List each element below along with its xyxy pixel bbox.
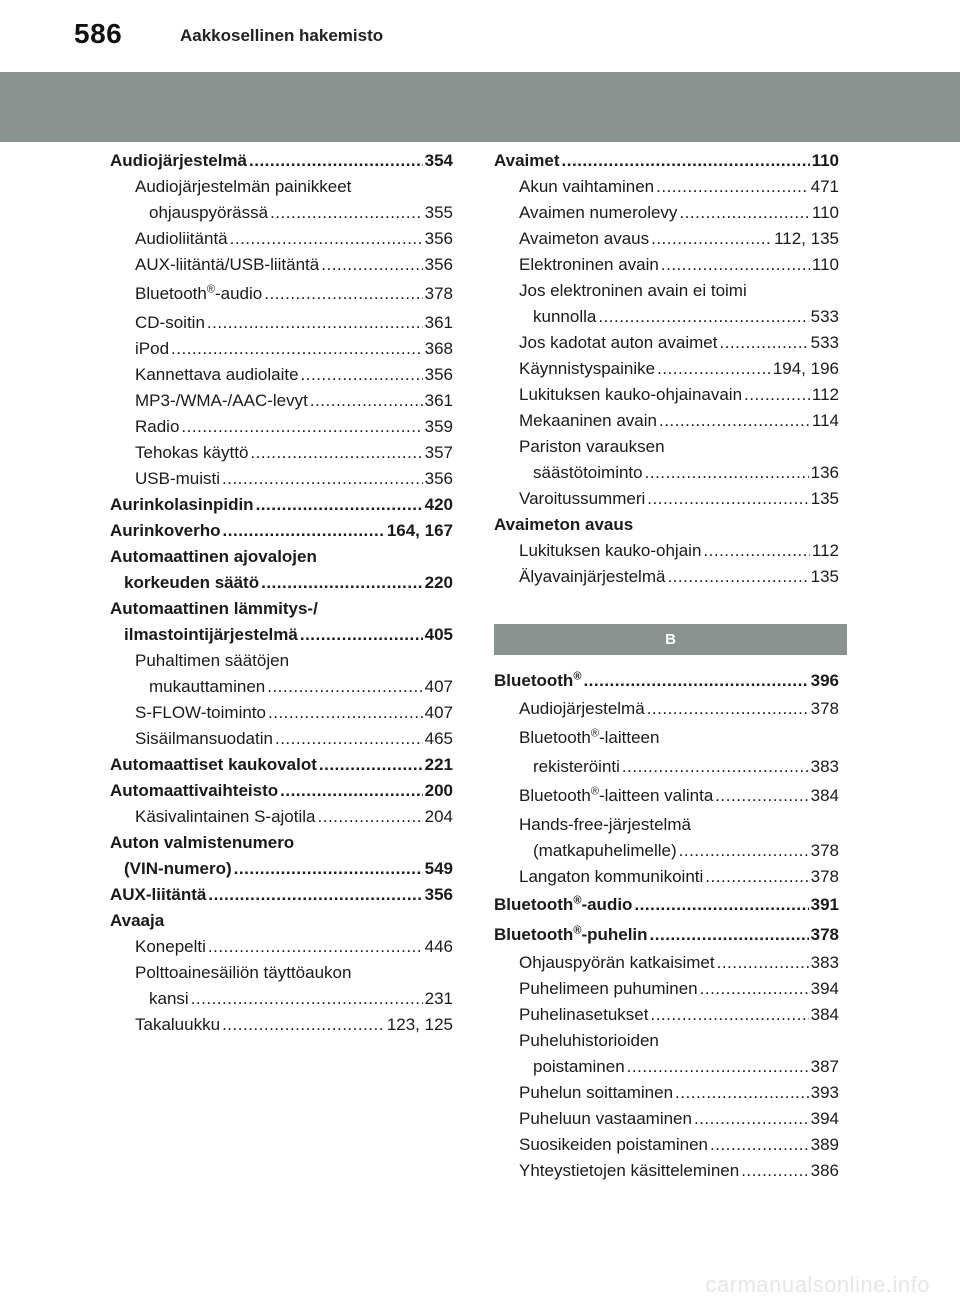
- index-entry: MP3-/WMA-/AAC-levyt ..... 361: [110, 388, 453, 414]
- index-column-right: [494, 148, 839, 590]
- index-entry: Puheluun vastaaminen ..... 394: [494, 1106, 839, 1132]
- index-entry: iPod ..... 368: [110, 336, 453, 362]
- index-entry: Automaattivaihteisto ..... 200: [110, 778, 453, 804]
- index-entry: Radio ..... 359: [110, 414, 453, 440]
- index-entry: kansi ..... 231: [110, 986, 453, 1012]
- index-entry: Kannettava audiolaite ..... 356: [110, 362, 453, 388]
- index-entry-line: Jos elektroninen avain ei toimi: [519, 281, 747, 300]
- index-entry: Jos kadotat auton avaimet ..... 533: [494, 330, 839, 356]
- index-entry: S-FLOW-toiminto ..... 407: [110, 700, 453, 726]
- index-entry: Audiojärjestelmä ..... 354: [110, 148, 453, 174]
- index-entry: Aurinkoverho ..... 164, 167: [110, 518, 453, 544]
- section-header-b: B: [494, 624, 847, 655]
- header-band: [0, 72, 960, 142]
- index-entry: Bluetooth® ..... 396: [494, 666, 839, 696]
- index-entry: Lukituksen kauko-ohjainavain ..... 112: [494, 382, 839, 408]
- index-entry: AUX-liitäntä/USB-liitäntä ..... 356: [110, 252, 453, 278]
- index-entry: (matkapuhelimelle) ..... 378: [494, 838, 839, 864]
- index-entry: Puhelun soittaminen ..... 393: [494, 1080, 839, 1106]
- index-entry: Varoitussummeri ..... 135: [494, 486, 839, 512]
- index-entry: Lukituksen kauko-ohjain ..... 112: [494, 538, 839, 564]
- index-entry: Automaattiset kaukovalot ..... 221: [110, 752, 453, 778]
- index-entry: Akun vaihtaminen ..... 471: [494, 174, 839, 200]
- index-entry: mukauttaminen ..... 407: [110, 674, 453, 700]
- index-entry: ilmastointijärjestelmä ..... 405: [110, 622, 453, 648]
- index-entry: Audiojärjestelmä ..... 378: [494, 696, 839, 722]
- index-entry: rekisteröinti ..... 383: [494, 754, 839, 780]
- index-entry: (VIN-numero) ..... 549: [110, 856, 453, 882]
- index-entry: Ohjauspyörän katkaisimet ..... 383: [494, 950, 839, 976]
- index-entry: poistaminen ..... 387: [494, 1054, 839, 1080]
- index-entry: Avaimen numerolevy ..... 110: [494, 200, 839, 226]
- index-entry: CD-soitin ..... 361: [110, 310, 453, 336]
- index-entry-line: Puhaltimen säätöjen: [135, 651, 290, 670]
- index-column-left: [110, 148, 453, 1038]
- index-entry-line: Bluetooth®-laitteen: [519, 727, 660, 747]
- index-entry: AUX-liitäntä ..... 356: [110, 882, 453, 908]
- index-entry: Elektroninen avain ..... 110: [494, 252, 839, 278]
- index-entry: korkeuden säätö ..... 220: [110, 570, 453, 596]
- index-entry: Käynnistyspainike ..... 194, 196: [494, 356, 839, 382]
- index-entry: Bluetooth®-audio ..... 391: [494, 890, 839, 920]
- index-entry-line: Hands-free-järjestelmä: [519, 815, 691, 834]
- index-entry: Bluetooth®-audio ..... 378: [110, 278, 453, 310]
- index-entry-line: Pariston varauksen: [519, 437, 665, 456]
- page-number: 586: [74, 18, 123, 49]
- index-entry: Bluetooth®-laitteen valinta ..... 384: [494, 780, 839, 812]
- index-entry-line: Puheluhistorioiden: [519, 1031, 659, 1050]
- index-entry: Puhelinasetukset ..... 384: [494, 1002, 839, 1028]
- index-entry: Aurinkolasinpidin ..... 420: [110, 492, 453, 518]
- index-entry: Mekaaninen avain ..... 114: [494, 408, 839, 434]
- index-entry: säästötoiminto ..... 136: [494, 460, 839, 486]
- page-title: Aakkosellinen hakemisto: [180, 26, 384, 45]
- index-entry: Puhelimeen puhuminen ..... 394: [494, 976, 839, 1002]
- index-entry-line: Auton valmistenumero: [110, 833, 295, 852]
- watermark: carmanualsonline.info: [705, 1272, 930, 1297]
- index-entry-line: Avaimeton avaus: [494, 515, 634, 534]
- index-entry: Älyavainjärjestelmä ..... 135: [494, 564, 839, 590]
- index-entry-line: Automaattinen lämmitys-/: [110, 599, 318, 618]
- index-entry: Takaluukku ..... 123, 125: [110, 1012, 453, 1038]
- index-entry: Avaimet ..... 110: [494, 148, 839, 174]
- index-entry: Konepelti ..... 446: [110, 934, 453, 960]
- index-entry: Langaton kommunikointi ..... 378: [494, 864, 839, 890]
- index-entry: Sisäilmansuodatin ..... 465: [110, 726, 453, 752]
- index-entry-line: Automaattinen ajovalojen: [110, 547, 317, 566]
- index-entry: Avaimeton avaus ..... 112, 135: [494, 226, 839, 252]
- index-entry: USB-muisti ..... 356: [110, 466, 453, 492]
- index-entry: kunnolla ..... 533: [494, 304, 839, 330]
- index-entry: Suosikeiden poistaminen ..... 389: [494, 1132, 839, 1158]
- index-entry: Yhteystietojen käsitteleminen ..... 386: [494, 1158, 839, 1184]
- index-entry: ohjauspyörässä ..... 355: [110, 200, 453, 226]
- index-entry-line: Polttoainesäiliön täyttöaukon: [135, 963, 352, 982]
- index-entry: Käsivalintainen S-ajotila ..... 204: [110, 804, 453, 830]
- page-header: [0, 0, 960, 62]
- index-column-right-b: [494, 666, 839, 1184]
- index-entry-line: Audiojärjestelmän painikkeet: [135, 177, 352, 196]
- index-entry: Audioliitäntä ..... 356: [110, 226, 453, 252]
- index-entry: Bluetooth®-puhelin ..... 378: [494, 920, 839, 950]
- index-entry-line: Avaaja: [110, 911, 165, 930]
- index-entry: Tehokas käyttö ..... 357: [110, 440, 453, 466]
